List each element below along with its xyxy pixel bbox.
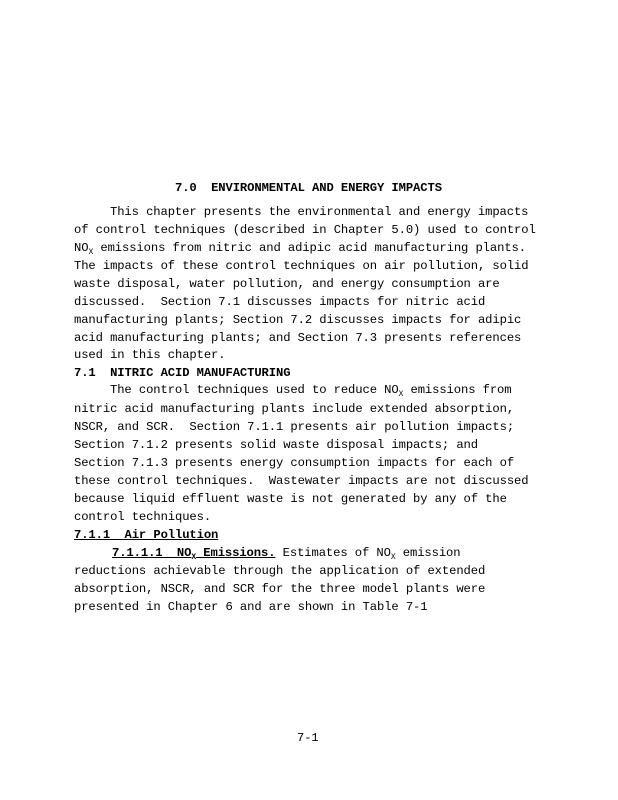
section-7-1-line-1-suffix: emissions from <box>403 383 512 397</box>
intro-line-5: waste disposal, water pollution, and energy consumption are <box>74 277 500 291</box>
section-7-1-line-4: Section 7.1.2 presents solid waste disposal impacts; and <box>74 438 478 452</box>
intro-line-3-text: emissions from nitric and adipic acid manufacturing plants. <box>93 241 526 255</box>
section-7-1-1-1-line-1-suffix: emission <box>395 546 461 560</box>
section-7-1-1-heading: 7.1.1 Air Pollution <box>74 528 219 542</box>
sub-heading-suffix: Emissions. <box>196 546 276 560</box>
intro-line-1: This chapter presents the environmental and energy impacts <box>110 205 529 219</box>
section-7-1-line-1 <box>110 383 511 397</box>
section-7-1-1-1-line-1-text: Estimates of NO <box>282 546 391 560</box>
intro-line-3 <box>74 241 526 255</box>
nox-prefix: NO <box>74 241 89 255</box>
section-7-1-line-6: these control techniques. Wastewater impacts are not discussed <box>74 474 529 488</box>
section-7-1-1-1-heading <box>112 546 275 560</box>
intro-line-7: manufacturing plants; Section 7.2 discusses impacts for adipic <box>74 313 522 327</box>
nox-subscript: X <box>398 390 404 399</box>
intro-line-8: acid manufacturing plants; and Section 7.3 presents references <box>74 331 522 345</box>
nox-subscript: X <box>191 553 197 562</box>
sub-heading-prefix: 7.1.1.1 NO <box>112 546 192 560</box>
chapter-title: 7.0 ENVIRONMENTAL AND ENERGY IMPACTS <box>175 181 442 195</box>
section-7-1-line-8: control techniques. <box>74 510 212 524</box>
intro-line-2: of control techniques (described in Chapter 5.0) used to control <box>74 223 536 237</box>
section-7-1-line-7: because liquid effluent waste is not generated by any of the <box>74 492 507 506</box>
section-7-1-heading: 7.1 NITRIC ACID MANUFACTURING <box>74 366 291 380</box>
section-7-1-1-1-line-4: presented in Chapter 6 and are shown in Table 7-1 <box>74 600 428 614</box>
section-7-1-1-1-line-3: absorption, NSCR, and SCR for the three model plants were <box>74 582 486 596</box>
nox-subscript: X <box>88 248 94 257</box>
nox-subscript: X <box>390 553 396 562</box>
section-7-1-line-2: nitric acid manufacturing plants include extended absorption, <box>74 402 515 416</box>
page-number: 7-1 <box>297 731 319 745</box>
intro-line-6: discussed. Section 7.1 discusses impacts for nitric acid <box>74 295 486 309</box>
section-7-1-1-1-line-2: reductions achievable through the application of extended <box>74 564 486 578</box>
intro-line-9: used in this chapter. <box>74 348 226 362</box>
section-7-1-line-5: Section 7.1.3 presents energy consumption impacts for each of <box>74 456 515 470</box>
section-7-1-line-1-text: The control techniques used to reduce NO <box>110 383 399 397</box>
intro-line-4: The impacts of these control techniques on air pollution, solid <box>74 259 529 273</box>
section-7-1-line-3: NSCR, and SCR. Section 7.1.1 presents air pollution impacts; <box>74 420 515 434</box>
section-7-1-1-1-line-1 <box>112 546 461 560</box>
